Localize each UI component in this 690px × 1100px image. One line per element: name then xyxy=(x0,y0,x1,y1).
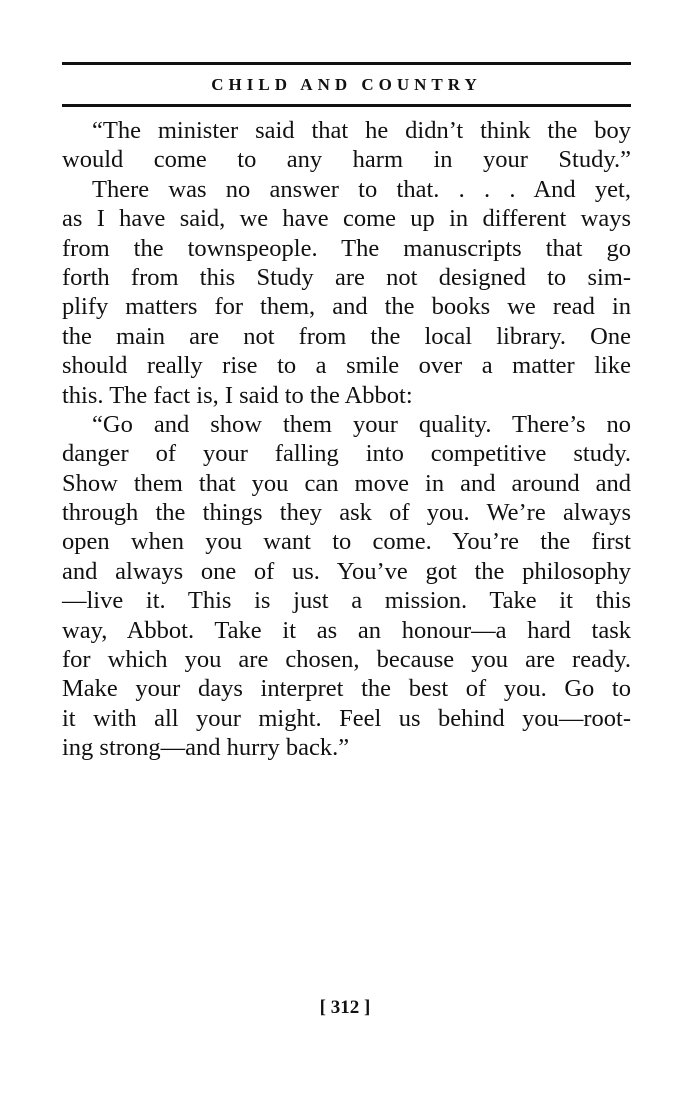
text-line: “Go and show them your quality. There’s no xyxy=(92,410,631,438)
text-line: Show them that you can move in and around and xyxy=(62,469,631,497)
text-line: it with all your might. Feel us behind you—root- xyxy=(62,704,631,732)
text-line: danger of your falling into competitive study. xyxy=(62,440,631,468)
page-number: [ 312 ] xyxy=(319,997,371,1018)
text-line: should really rise to a smile over a matter like xyxy=(62,352,631,380)
text-line: ing strong—and hurry back.” xyxy=(62,734,350,762)
text-line: the main are not from the local library. One xyxy=(62,322,631,350)
text-line: Make your days interpret the best of you. Go to xyxy=(62,675,631,703)
text-line: There was no answer to that. . . . And yet, xyxy=(92,175,631,203)
header-rule-bottom xyxy=(62,104,631,107)
text-line: from the townspeople. The manuscripts that go xyxy=(62,234,631,262)
text-line: this. The fact is, I said to the Abbot: xyxy=(62,381,413,409)
text-line: way, Abbot. Take it as an honour—a hard task xyxy=(62,616,631,644)
header-rule-top xyxy=(62,62,631,65)
text-line: plify matters for them, and the books we read in xyxy=(62,293,631,321)
body-text xyxy=(62,116,631,763)
running-head: CHILD AND COUNTRY xyxy=(211,75,482,94)
text-line: open when you want to come. You’re the first xyxy=(62,528,631,556)
text-line: for which you are chosen, because you are ready. xyxy=(62,646,631,674)
text-line: would come to any harm in your Study.” xyxy=(62,146,631,174)
text-line: through the things they ask of you. We’re always xyxy=(62,499,631,527)
text-line: “The minister said that he didn’t think the boy xyxy=(92,117,631,144)
text-line: as I have said, we have come up in different ways xyxy=(62,205,631,233)
text-line: —live it. This is just a mission. Take it this xyxy=(62,587,631,615)
text-line: forth from this Study are not designed to sim- xyxy=(62,263,631,291)
text-line: and always one of us. You’ve got the philosophy xyxy=(62,557,631,585)
